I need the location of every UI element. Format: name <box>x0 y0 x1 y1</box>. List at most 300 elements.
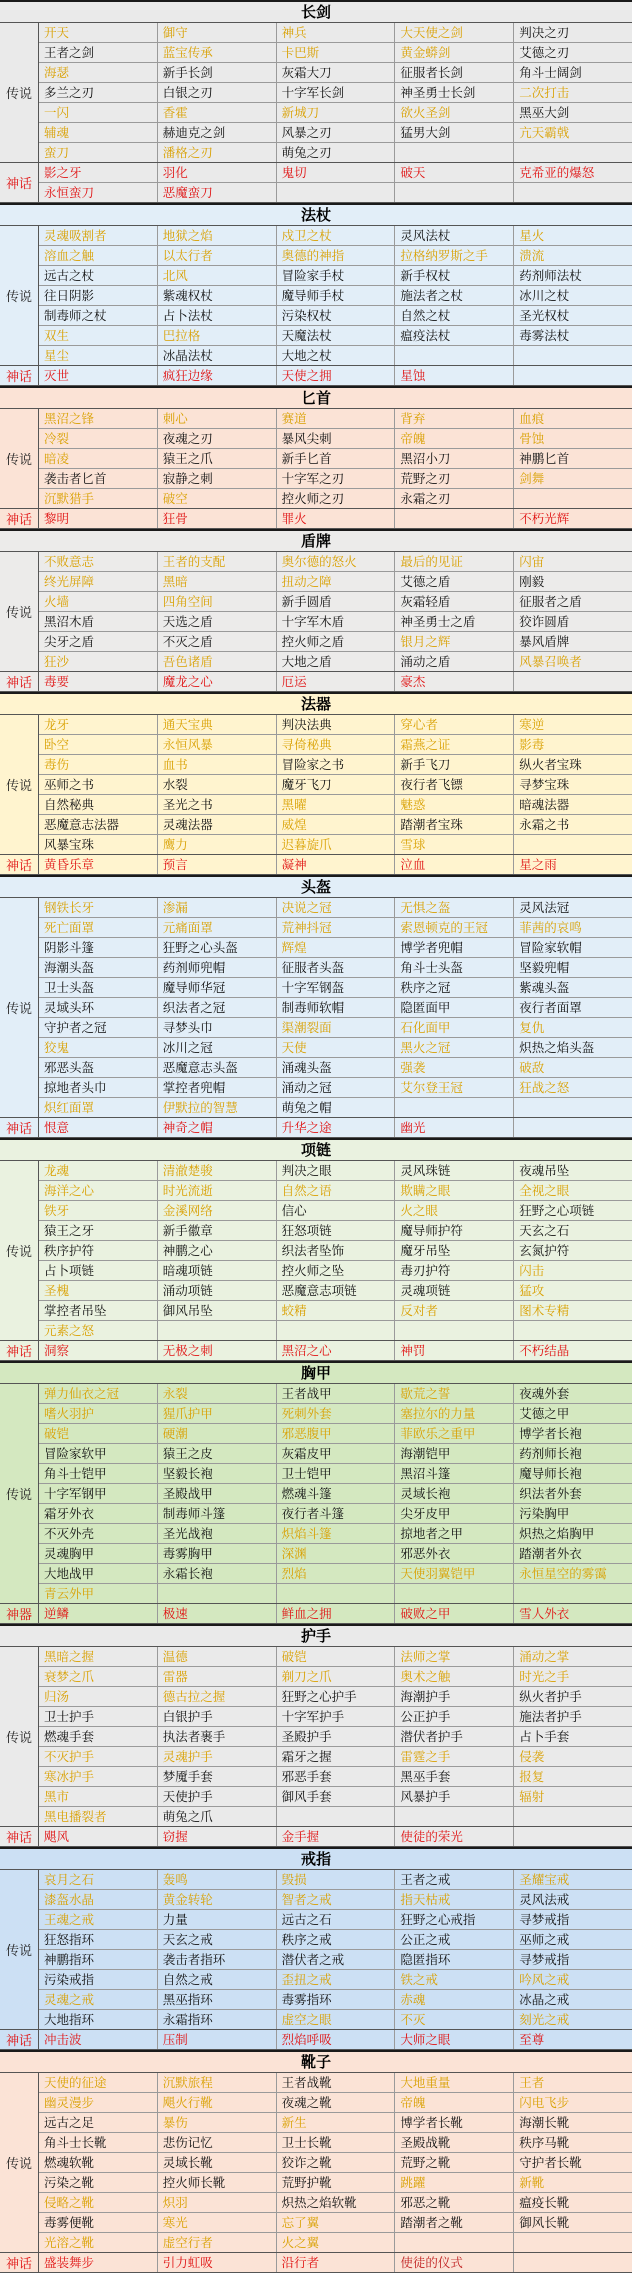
item-cell: 洞察 <box>39 1341 158 1360</box>
item-cell: 秩序护符 <box>39 1241 158 1260</box>
item-cell: 狂野之心项链 <box>519 1203 595 1218</box>
item-cell: 跳躍 <box>395 2173 514 2192</box>
item-cell: 压制 <box>158 2030 277 2049</box>
table-row <box>39 143 632 162</box>
table-row <box>39 1281 632 1301</box>
item-cell: 海洋之心 <box>39 1181 158 1200</box>
item-cell: 沉默旅程 <box>158 2073 277 2092</box>
item-cell: 灵域头环 <box>39 998 158 1017</box>
item-cell: 灵魂之戒 <box>39 1990 158 2009</box>
item-cell: 天使 <box>277 1038 396 1057</box>
item-cell: 魔导师手杖 <box>277 286 396 305</box>
item-cell: 寒冰护手 <box>39 1767 158 1786</box>
item-cell: 无惧之盔 <box>395 898 514 917</box>
item-cell: 织法者之冠 <box>158 998 277 1017</box>
item-cell: 大天使之剑 <box>395 23 514 42</box>
item-cell: 毒雾胸甲 <box>158 1544 277 1563</box>
item-cell: 天使的征途 <box>39 2073 158 2092</box>
item-cell: 控火师之刃 <box>277 489 396 508</box>
item-cell: 角斗士长靴 <box>39 2133 158 2152</box>
item-cell: 星蚀 <box>395 366 514 385</box>
rarity-label: 神话 <box>0 1118 39 1137</box>
item-cell: 萌兔之帽 <box>277 1098 396 1117</box>
item-cell: 圣殿战靴 <box>395 2133 514 2152</box>
rarity-group <box>0 23 632 163</box>
item-cell: 涌动之盾 <box>395 652 514 671</box>
rarity-group <box>0 163 632 203</box>
item-cell: 寻倚秘典 <box>277 735 396 754</box>
item-cell <box>514 1827 632 1846</box>
table-row <box>39 1118 632 1137</box>
item-cell: 蓝宝传承 <box>158 43 277 62</box>
item-cell: 指天枯戒 <box>395 1890 514 1909</box>
item-cell: 灵魂法器 <box>158 815 277 834</box>
table-row <box>39 755 632 775</box>
table-row <box>39 103 632 123</box>
table-row <box>39 612 632 632</box>
item-cell: 猛男大剑 <box>395 123 514 142</box>
item-cell: 远古之杖 <box>39 266 158 285</box>
item-cell: 不朽结晶 <box>519 1343 570 1358</box>
item-cell: 渠潮裂面 <box>277 1018 396 1037</box>
item-cell: 青云外甲 <box>39 1584 158 1603</box>
item-cell: 执法者裹手 <box>158 1727 277 1746</box>
item-cell: 夜魂外套 <box>519 1386 570 1401</box>
table-row <box>39 2073 632 2093</box>
item-cell: 恶魔蛮刀 <box>158 183 277 202</box>
item-cell: 风暴护手 <box>395 1787 514 1806</box>
item-cell: 血痕 <box>519 411 545 426</box>
item-cell: 隐匿指环 <box>395 1950 514 1969</box>
item-cell: 智者之戒 <box>277 1890 396 1909</box>
item-cell: 掌控者兜帽 <box>158 1078 277 1097</box>
item-cell: 硬潮 <box>158 1424 277 1443</box>
item-cell <box>277 1584 396 1603</box>
item-cell: 使徒的荣光 <box>395 1827 514 1846</box>
item-cell: 魔牙飞刀 <box>277 775 396 794</box>
item-cell: 艾德之甲 <box>519 1406 570 1421</box>
item-cell: 荒野护靴 <box>277 2173 396 2192</box>
table-row <box>39 1301 632 1321</box>
item-cell: 狡鬼 <box>39 1038 158 1057</box>
item-cell: 狂怒项链 <box>277 1221 396 1240</box>
item-cell: 狂战之怒 <box>519 1080 570 1095</box>
item-cell: 寻梦戒指 <box>519 1912 570 1927</box>
item-cell: 邪恶外衣 <box>395 1544 514 1563</box>
item-cell: 银月之辉 <box>395 632 514 651</box>
item-cell: 刻光之戒 <box>519 2012 570 2027</box>
item-cell: 火之眼 <box>395 1201 514 1220</box>
table-row <box>39 306 632 326</box>
table-row <box>39 266 632 286</box>
item-cell: 烈焰呼吸 <box>277 2030 396 2049</box>
item-cell: 卫士铠甲 <box>277 1464 396 1483</box>
item-cell: 金手握 <box>277 1827 396 1846</box>
table-row <box>39 1930 632 1950</box>
item-cell: 巫师之戒 <box>519 1932 570 1947</box>
item-cell: 狡诈之靴 <box>277 2153 396 2172</box>
table-row <box>39 1404 632 1424</box>
item-cell: 恨意 <box>39 1118 158 1137</box>
item-cell: 黑市 <box>39 1787 158 1806</box>
item-cell <box>395 143 514 162</box>
item-cell <box>277 183 396 202</box>
table-row <box>39 1058 632 1078</box>
item-cell: 凝神 <box>277 855 396 874</box>
section <box>0 0 632 203</box>
item-cell: 大地重量 <box>395 2073 514 2092</box>
item-cell: 灵风法戒 <box>519 1892 570 1907</box>
item-cell: 蛮刀 <box>39 143 158 162</box>
item-cell: 不灭之盾 <box>158 632 277 651</box>
item-cell: 狂怒指环 <box>39 1930 158 1949</box>
item-cell: 漆盔水晶 <box>39 1890 158 1909</box>
item-cell <box>514 346 632 365</box>
rarity-group <box>0 366 632 386</box>
item-cell: 海潮护手 <box>395 1687 514 1706</box>
item-cell: 织法者坠饰 <box>277 1241 396 1260</box>
item-cell: 灵魂胸甲 <box>39 1544 158 1563</box>
rarity-group <box>0 1647 632 1827</box>
item-cell: 哀月之石 <box>39 1870 158 1889</box>
item-cell: 火之翼 <box>277 2233 396 2252</box>
item-cell: 卡巴斯 <box>277 43 396 62</box>
item-cell: 破败之甲 <box>395 1604 514 1623</box>
section-title: 护手 <box>0 1626 632 1647</box>
item-cell: 自然之语 <box>277 1181 396 1200</box>
item-cell: 天选之盾 <box>158 612 277 631</box>
item-cell: 秩序马靴 <box>519 2135 570 2150</box>
item-cell: 毒雾指环 <box>277 1990 396 2009</box>
item-cell: 忘了翼 <box>277 2213 396 2232</box>
item-cell: 元痛面罩 <box>158 918 277 937</box>
item-cell: 大师之眼 <box>395 2030 514 2049</box>
item-cell: 鹰力 <box>158 835 277 854</box>
table-row <box>39 1827 632 1846</box>
item-cell: 飓火行靴 <box>158 2093 277 2112</box>
item-cell: 新手圆盾 <box>277 592 396 611</box>
item-cell: 掠地者之甲 <box>395 1524 514 1543</box>
table-row <box>39 1767 632 1787</box>
item-cell: 开天 <box>39 23 158 42</box>
item-cell: 冰川之杖 <box>519 288 570 303</box>
section-title: 靴子 <box>0 2052 632 2073</box>
item-cell: 施法者之杖 <box>395 286 514 305</box>
item-cell: 力量 <box>158 1910 277 1929</box>
item-cell: 黄金转轮 <box>158 1890 277 1909</box>
item-cell: 秩序之冠 <box>395 978 514 997</box>
table-row <box>39 1807 632 1826</box>
rarity-group <box>0 2253 632 2273</box>
item-cell: 豪杰 <box>395 672 514 691</box>
table-row <box>39 938 632 958</box>
item-cell: 圣光权杖 <box>519 308 570 323</box>
item-cell: 冒险家软帽 <box>519 940 582 955</box>
item-cell: 炽羽 <box>158 2193 277 2212</box>
table-row <box>39 449 632 469</box>
item-cell <box>514 1098 632 1117</box>
item-cell: 魔导师护符 <box>395 1221 514 1240</box>
table-row <box>39 1201 632 1221</box>
item-cell: 黑沼斗篷 <box>395 1464 514 1483</box>
item-cell: 猿王之牙 <box>39 1221 158 1240</box>
item-cell: 海潮头盔 <box>39 958 158 977</box>
item-cell: 无极之刺 <box>158 1341 277 1360</box>
rarity-label: 传说 <box>0 1870 39 2029</box>
item-cell <box>514 672 632 691</box>
item-cell: 角斗士头盔 <box>395 958 514 977</box>
rarity-group <box>0 2073 632 2253</box>
section <box>0 386 632 529</box>
rarity-group <box>0 1161 632 1341</box>
item-cell: 御守 <box>158 23 277 42</box>
item-cell: 圣耀宝戒 <box>519 1872 570 1887</box>
section <box>0 1361 632 1624</box>
item-cell <box>514 1584 632 1603</box>
item-cell: 王者战甲 <box>277 1384 396 1403</box>
table-row <box>39 1544 632 1564</box>
table-row <box>39 1341 632 1360</box>
item-cell: 新手权杖 <box>395 266 514 285</box>
item-cell: 霜牙之握 <box>277 1747 396 1766</box>
item-cell: 玄氮护符 <box>519 1243 570 1258</box>
table-row <box>39 123 632 143</box>
item-cell: 王魂之戒 <box>39 1910 158 1929</box>
item-cell: 潜伏者之戒 <box>277 1950 396 1969</box>
item-cell: 海潮铠甲 <box>395 1444 514 1463</box>
item-cell: 信心 <box>277 1201 396 1220</box>
table-row <box>39 918 632 938</box>
item-cell: 暗魂法器 <box>519 797 570 812</box>
item-cell: 血书 <box>158 755 277 774</box>
table-row <box>39 552 632 572</box>
item-cell: 永霜之书 <box>519 817 570 832</box>
item-cell: 全视之眼 <box>519 1183 570 1198</box>
item-cell: 卫士护手 <box>39 1707 158 1726</box>
item-cell: 织法者外套 <box>519 1486 582 1501</box>
item-cell <box>514 2253 632 2272</box>
item-cell: 雪球 <box>395 835 514 854</box>
table-row <box>39 1707 632 1727</box>
table-row <box>39 1444 632 1464</box>
item-cell: 辅魂 <box>39 123 158 142</box>
item-cell: 寂静之刺 <box>158 469 277 488</box>
table-row <box>39 489 632 508</box>
item-cell: 萌兔之刃 <box>277 143 396 162</box>
item-cell: 御风长靴 <box>519 2215 570 2230</box>
item-cell <box>514 1807 632 1826</box>
item-cell: 使徒的仪式 <box>395 2253 514 2272</box>
rarity-group <box>0 1341 632 1361</box>
table-row <box>39 43 632 63</box>
item-cell: 菲欧乐之重甲 <box>395 1424 514 1443</box>
item-cell: 剑舞 <box>519 471 545 486</box>
item-cell: 帝魄 <box>395 429 514 448</box>
item-cell: 扭动之障 <box>277 572 396 591</box>
item-cell: 寻梦戒指 <box>519 1952 570 1967</box>
item-cell: 夜行者斗篷 <box>277 1504 396 1523</box>
item-cell: 暗凌 <box>39 449 158 468</box>
item-cell: 涌动项链 <box>158 1281 277 1300</box>
item-cell: 不灭 <box>395 2010 514 2029</box>
rarity-group <box>0 2030 632 2050</box>
item-cell: 涌动之掌 <box>519 1649 570 1664</box>
item-cell: 影之牙 <box>39 163 158 182</box>
rarity-label: 神话 <box>0 855 39 874</box>
table-row <box>39 2113 632 2133</box>
item-cell: 邪恶之靴 <box>395 2193 514 2212</box>
item-cell: 铁牙 <box>39 1201 158 1220</box>
item-cell: 角斗士铠甲 <box>39 1464 158 1483</box>
item-cell: 污染之靴 <box>39 2173 158 2192</box>
item-cell: 卧空 <box>39 735 158 754</box>
item-cell: 永恒星空的雾霭 <box>519 1566 607 1581</box>
item-cell <box>514 489 632 508</box>
item-cell: 狂沙 <box>39 652 158 671</box>
item-cell: 自然之杖 <box>395 306 514 325</box>
item-cell: 毒刃护符 <box>395 1261 514 1280</box>
item-cell: 刺心 <box>158 409 277 428</box>
item-cell: 神兵 <box>277 23 396 42</box>
table-row <box>39 2133 632 2153</box>
item-cell: 黎明 <box>39 509 158 528</box>
item-cell: 秩序之戒 <box>277 1930 396 1949</box>
rarity-label: 传说 <box>0 23 39 162</box>
table-row <box>39 346 632 365</box>
item-cell: 狂野之心护手 <box>277 1687 396 1706</box>
item-cell: 火墙 <box>39 592 158 611</box>
item-cell: 神鹏之心 <box>158 1241 277 1260</box>
item-cell: 守护者长靴 <box>519 2155 582 2170</box>
item-cell: 升华之途 <box>277 1118 396 1137</box>
item-cell: 圣槐 <box>39 1281 158 1300</box>
item-cell: 冒险家之书 <box>277 755 396 774</box>
rarity-label: 传说 <box>0 2073 39 2252</box>
rarity-label: 传说 <box>0 1161 39 1340</box>
item-cell: 冒险家手杖 <box>277 266 396 285</box>
item-cell: 圣殿战甲 <box>158 1484 277 1503</box>
table-row <box>39 1787 632 1807</box>
item-cell: 辐射 <box>519 1789 545 1804</box>
item-cell: 涌魂头盔 <box>277 1058 396 1077</box>
item-cell: 二次打击 <box>519 85 570 100</box>
item-cell: 袭击者指环 <box>158 1950 277 1969</box>
rarity-group <box>0 1118 632 1138</box>
item-cell: 灵魂护手 <box>158 1747 277 1766</box>
table-row <box>39 1524 632 1544</box>
item-cell: 亢天霸戟 <box>519 125 570 140</box>
rarity-label: 神话 <box>0 163 39 202</box>
item-cell: 盛装舞步 <box>39 2253 158 2272</box>
table-row <box>39 2213 632 2233</box>
item-cell: 踏潮者宝珠 <box>395 815 514 834</box>
table-row <box>39 815 632 835</box>
item-cell: 神鹏匕首 <box>519 451 570 466</box>
item-cell: 魔导师长袍 <box>519 1466 582 1481</box>
item-cell: 永霜之刃 <box>395 489 514 508</box>
item-cell: 炽热之焰胸甲 <box>519 1526 595 1541</box>
item-cell: 法师之掌 <box>395 1647 514 1666</box>
item-cell: 黑火之冠 <box>395 1038 514 1057</box>
item-cell: 占卜项链 <box>39 1261 158 1280</box>
item-cell: 逆鳞 <box>39 1604 158 1623</box>
item-cell: 欺瞒之眼 <box>395 1181 514 1200</box>
item-cell: 新手徽章 <box>158 1221 277 1240</box>
item-cell: 龙牙 <box>39 715 158 734</box>
item-cell: 歪扭之戒 <box>277 1970 396 1989</box>
table-row <box>39 1161 632 1181</box>
rarity-group <box>0 409 632 509</box>
item-cell: 判决之刃 <box>519 25 570 40</box>
item-cell: 天使护手 <box>158 1787 277 1806</box>
item-cell: 不朽光辉 <box>519 511 570 526</box>
table-row <box>39 632 632 652</box>
item-cell: 大地战甲 <box>39 1564 158 1583</box>
item-cell: 阴影斗篷 <box>39 938 158 957</box>
item-cell: 奥术之触 <box>395 1667 514 1686</box>
table-row <box>39 1727 632 1747</box>
item-cell: 纵火者护手 <box>519 1689 582 1704</box>
item-cell: 荒神抖冠 <box>277 918 396 937</box>
item-cell: 弹力仙衣之冠 <box>39 1384 158 1403</box>
item-cell: 影毒 <box>519 737 545 752</box>
item-cell: 黑暗之握 <box>39 1647 158 1666</box>
item-cell: 占卜手套 <box>519 1729 570 1744</box>
item-cell: 伊默拉的智慧 <box>158 1098 277 1117</box>
item-cell: 黑巫手套 <box>395 1767 514 1786</box>
item-cell: 新手长剑 <box>158 63 277 82</box>
table-row <box>39 795 632 815</box>
section <box>0 1847 632 2050</box>
item-cell: 暴风尖刺 <box>277 429 396 448</box>
section-title: 长剑 <box>0 2 632 23</box>
item-cell: 侵略之靴 <box>39 2193 158 2212</box>
item-cell: 掠地者头巾 <box>39 1078 158 1097</box>
item-cell: 以太行者 <box>158 246 277 265</box>
table-row <box>39 1910 632 1930</box>
item-cell: 新城刀 <box>277 103 396 122</box>
item-cell: 燃魂软靴 <box>39 2153 158 2172</box>
item-cell: 衰梦之爪 <box>39 1667 158 1686</box>
rarity-group <box>0 509 632 529</box>
table-row <box>39 998 632 1018</box>
item-cell: 远古之足 <box>39 2113 158 2132</box>
item-cell: 德古拉之握 <box>158 1687 277 1706</box>
item-cell: 魔牙吊坠 <box>395 1241 514 1260</box>
table-row <box>39 855 632 874</box>
item-cell: 药剂师长袍 <box>519 1446 582 1461</box>
item-cell: 灭世 <box>39 366 158 385</box>
item-cell: 窃握 <box>158 1827 277 1846</box>
item-cell: 灵魂项链 <box>395 1281 514 1300</box>
item-cell: 炽热之焰软靴 <box>277 2193 396 2212</box>
item-cell: 掌控者吊坠 <box>39 1301 158 1320</box>
item-cell: 判决之眼 <box>277 1161 396 1180</box>
section <box>0 692 632 875</box>
table-row <box>39 672 632 691</box>
item-cell: 潘格之刃 <box>158 143 277 162</box>
item-cell: 雷器 <box>158 1667 277 1686</box>
item-cell: 卫士长靴 <box>277 2133 396 2152</box>
item-cell: 破铠 <box>39 1424 158 1443</box>
item-cell: 沉默猎手 <box>39 489 158 508</box>
item-cell: 冰晶之戒 <box>519 1992 570 2007</box>
item-cell: 赤魂 <box>395 1990 514 2009</box>
section <box>0 2050 632 2273</box>
item-cell: 灵风法冠 <box>519 900 570 915</box>
item-cell: 龙魂 <box>39 1161 158 1180</box>
item-cell: 暗魂项链 <box>158 1261 277 1280</box>
